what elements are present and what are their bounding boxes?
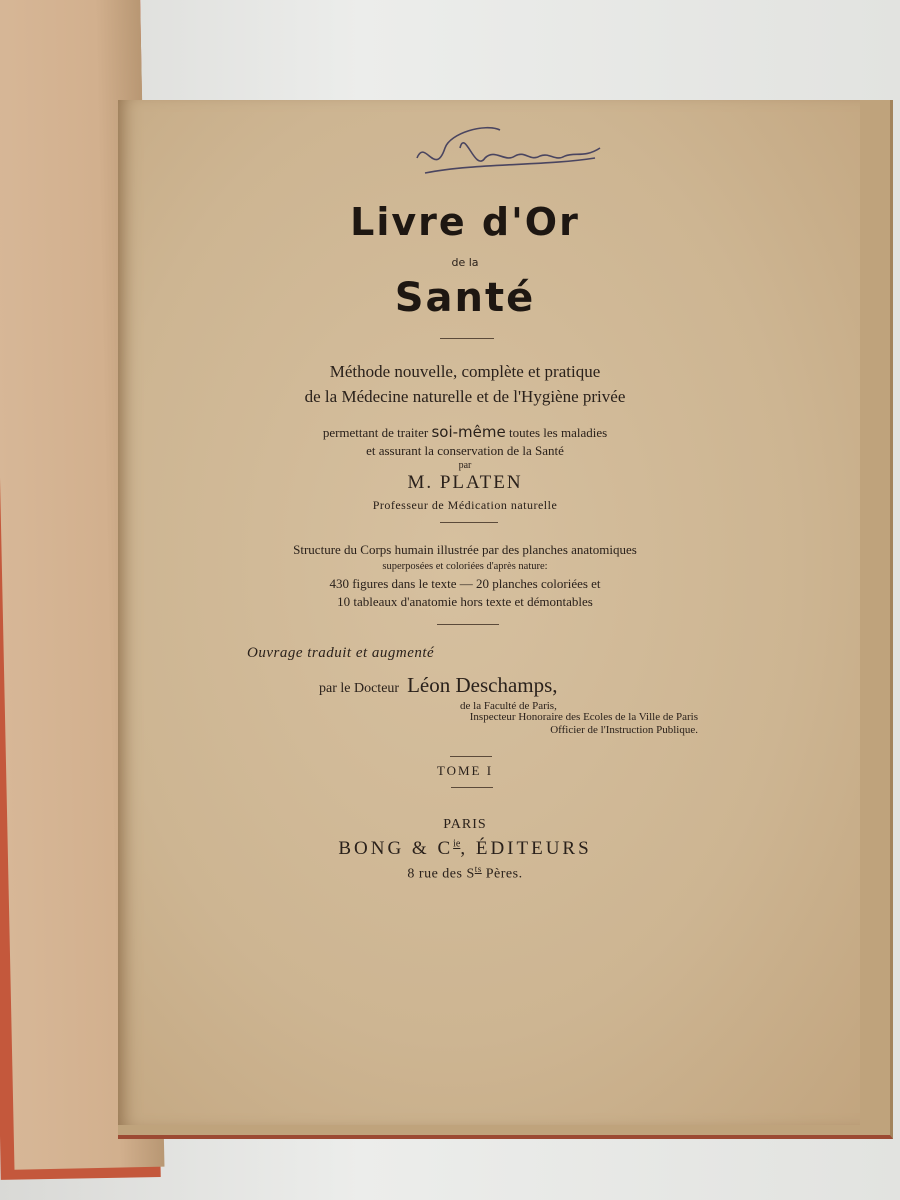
- by-label: par: [458, 460, 472, 471]
- author-name: M. PLATEN: [407, 472, 523, 493]
- translator-credential-2: Inspecteur Honoraire des Ecoles de la Ville de Paris: [469, 711, 698, 723]
- subtitle-line-4: et assurant la conservation de la Santé: [366, 443, 564, 458]
- translator-credential-1: de la Faculté de Paris,: [460, 700, 557, 712]
- publisher-address: [118, 864, 812, 883]
- translator-credential-3: Officier de l'Instruction Publique.: [550, 724, 698, 736]
- publisher-city: PARIS: [443, 817, 487, 832]
- text: permettant de traiter: [322, 425, 429, 440]
- divider: [437, 624, 499, 625]
- contents-line-3: 430 figures dans le texte — 20 planches coloriées et: [329, 576, 601, 591]
- author-role-text: Professeur de Médication naturelle: [372, 498, 558, 512]
- superscript: ts: [474, 864, 482, 874]
- author-role: [118, 496, 812, 514]
- volume-label: TOME I: [436, 763, 494, 778]
- divider: [440, 338, 494, 339]
- divider: [440, 522, 498, 523]
- book-title-sante: Santé: [394, 275, 536, 321]
- superscript: ie: [453, 838, 461, 850]
- divider: [450, 756, 492, 757]
- text: 8 rue des S: [407, 866, 475, 882]
- subtitle-line-1: Méthode nouvelle, complète et pratique: [329, 362, 601, 381]
- translation-note: Ouvrage traduit et augmenté: [247, 645, 435, 661]
- text: toutes les maladies: [508, 425, 608, 440]
- text: Pères.: [481, 866, 523, 882]
- contents-line-4: 10 tableaux d'anatomie hors texte et démontables: [337, 594, 593, 609]
- text: par le Docteur: [319, 681, 400, 696]
- text: , ÉDITEURS: [460, 838, 592, 859]
- translator-line: [319, 673, 558, 698]
- subtitle-line-3: [118, 423, 812, 441]
- title-page: [118, 100, 860, 1125]
- title-connector: de la: [451, 256, 479, 269]
- emphasis-text: soi-même: [431, 423, 506, 441]
- publisher-name: [118, 838, 812, 860]
- divider: [451, 787, 493, 788]
- contents-line-2: superposées et coloriées d'après nature:: [382, 561, 548, 572]
- translator-name: Léon Deschamps,: [407, 673, 558, 697]
- text: BONG & C: [338, 838, 454, 859]
- subtitle-line-2: de la Médecine naturelle et de l'Hygiène privée: [304, 387, 626, 406]
- contents-line-1: Structure du Corps humain illustrée par des planches anatomiques: [293, 542, 637, 557]
- handwritten-signature: [405, 118, 605, 188]
- book-title: Livre d'Or: [350, 200, 580, 244]
